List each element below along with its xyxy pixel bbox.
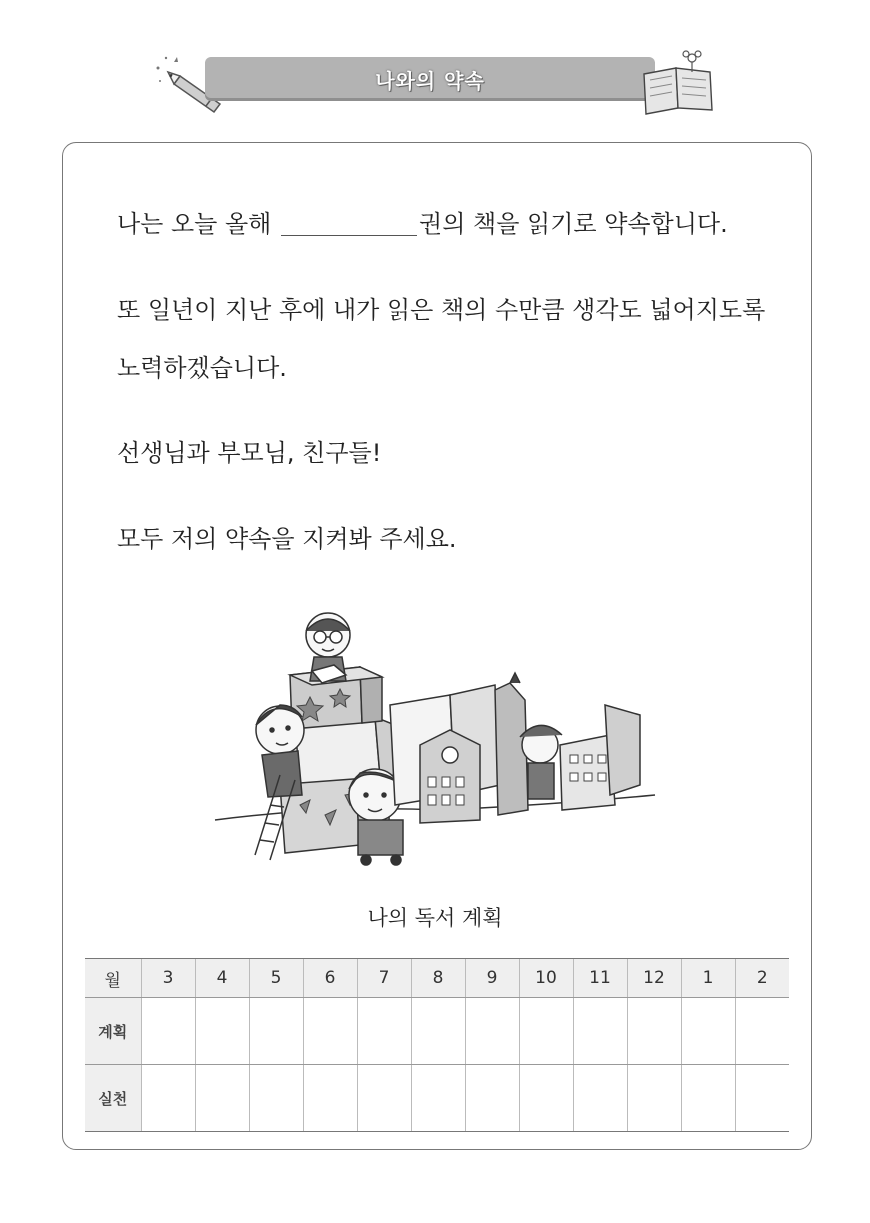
month-header: 6 [303,959,357,998]
month-header-row [85,959,789,998]
page-title: 나와의 약속 [375,68,485,93]
promise-line-5: 모두 저의 약속을 지켜봐 주세요. [117,525,457,553]
plan-cell[interactable] [141,998,195,1065]
actual-cell[interactable] [141,1065,195,1132]
actual-cell[interactable] [681,1065,735,1132]
promise-line-1 [117,204,728,239]
plan-cell[interactable] [627,998,681,1065]
actual-row [85,1065,789,1132]
month-header: 2 [735,959,789,998]
plan-cell[interactable] [735,998,789,1065]
actual-cell[interactable] [465,1065,519,1132]
plan-cell[interactable] [465,998,519,1065]
actual-cell[interactable] [249,1065,303,1132]
reading-plan-table [85,958,789,1132]
month-header: 11 [573,959,627,998]
plan-cell[interactable] [357,998,411,1065]
month-header: 3 [141,959,195,998]
month-header: 12 [627,959,681,998]
plan-cell[interactable] [195,998,249,1065]
promise-line-1-before: 나는 오늘 올해 [117,210,272,238]
actual-cell[interactable] [303,1065,357,1132]
month-header: 1 [681,959,735,998]
actual-cell[interactable] [627,1065,681,1132]
month-header: 5 [249,959,303,998]
plan-cell[interactable] [249,998,303,1065]
plan-cell[interactable] [411,998,465,1065]
month-header: 4 [195,959,249,998]
actual-cell[interactable] [519,1065,573,1132]
actual-cell[interactable] [573,1065,627,1132]
month-header: 7 [357,959,411,998]
actual-cell[interactable] [735,1065,789,1132]
plan-cell[interactable] [681,998,735,1065]
actual-row-label: 실천 [85,1065,141,1132]
promise-line-3: 노력하겠습니다. [117,354,287,382]
open-book-icon [638,48,718,116]
plan-row [85,998,789,1065]
promise-line-1-after: 권의 책을 읽기로 약속합니다. [419,210,728,238]
month-header: 9 [465,959,519,998]
plan-cell[interactable] [573,998,627,1065]
month-header: 10 [519,959,573,998]
plan-cell[interactable] [519,998,573,1065]
actual-cell[interactable] [411,1065,465,1132]
reading-plan-title: 나의 독서 계획 [367,906,503,930]
month-header: 8 [411,959,465,998]
promise-line-4: 선생님과 부모님, 친구들! [117,439,382,467]
book-count-blank[interactable] [281,209,417,236]
actual-cell[interactable] [357,1065,411,1132]
month-header-label: 월 [85,959,141,998]
reading-kids-illustration [210,605,660,875]
actual-cell[interactable] [195,1065,249,1132]
promise-line-2: 또 일년이 지난 후에 내가 읽은 책의 수만큼 생각도 넓어지도록 [117,296,766,324]
header-bar [205,57,655,101]
header-banner [150,40,720,120]
plan-cell[interactable] [303,998,357,1065]
plan-row-label: 계획 [85,998,141,1065]
